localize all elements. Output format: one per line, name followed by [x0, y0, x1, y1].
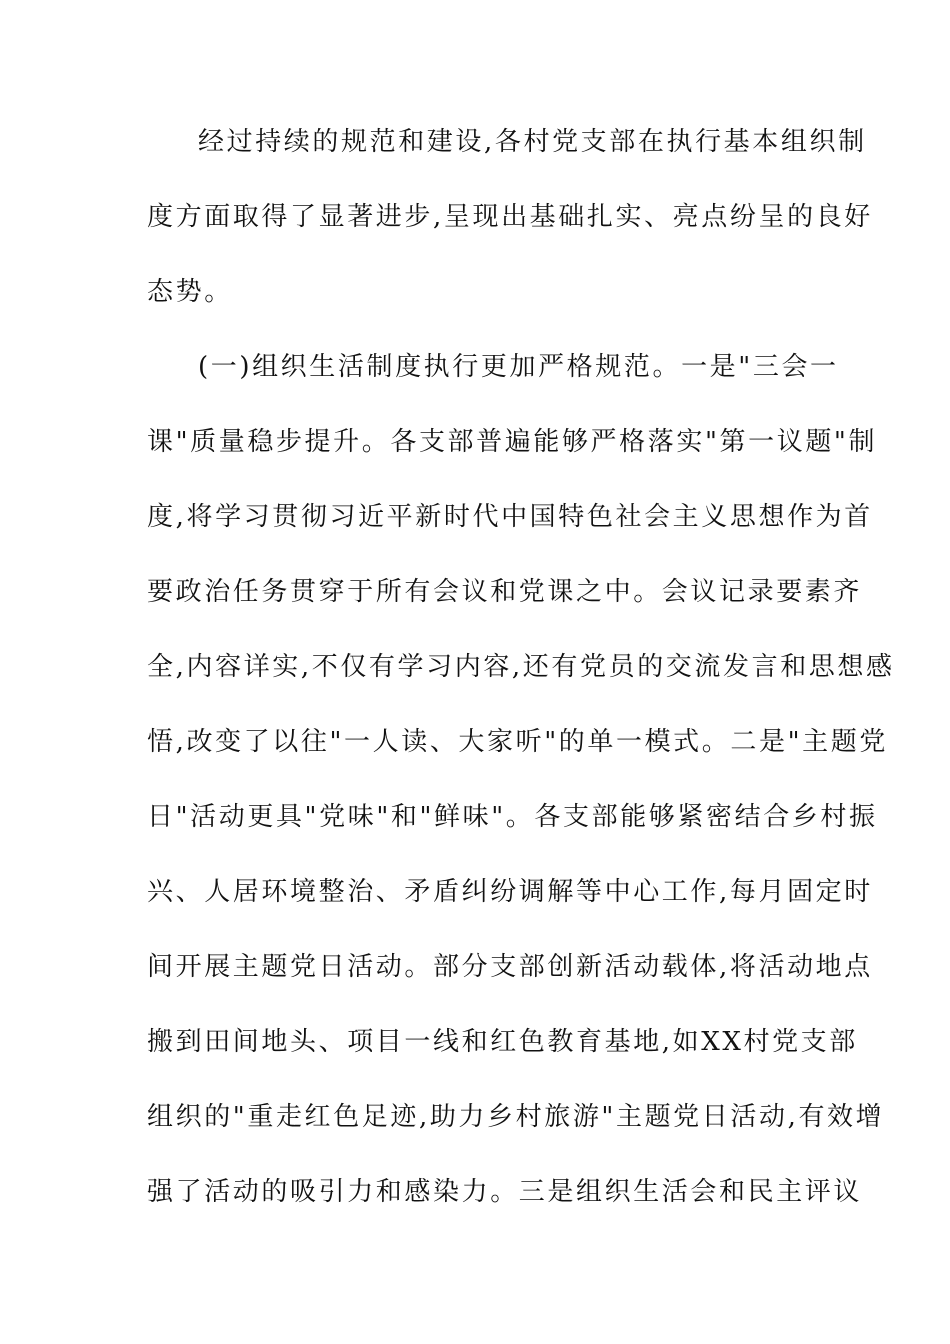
paragraph-2-line-3: 度,将学习贯彻习近平新时代中国特色社会主义思想作为首 — [147, 502, 873, 532]
paragraph-2-line-6: 悟,改变了以往"一人读、大家听"的单一模式。二是"主题党 — [147, 727, 888, 757]
paragraph-1-line-1: 经过持续的规范和建设,各村党支部在执行基本组织制 — [198, 127, 867, 157]
paragraph-2-line-8: 兴、人居环境整治、矛盾纠纷调解等中心工作,每月固定时 — [147, 877, 873, 907]
paragraph-2-line-10: 搬到田间地头、项目一线和红色教育基地,如XX村党支部 — [147, 1027, 858, 1057]
paragraph-2-line-4: 要政治任务贯穿于所有会议和党课之中。会议记录要素齐 — [147, 577, 863, 607]
paragraph-2-line-12: 强了活动的吸引力和感染力。三是组织生活会和民主评议 — [147, 1177, 863, 1207]
paragraph-2-line-1: (一)组织生活制度执行更加严格规范。一是"三会一 — [198, 352, 839, 382]
paragraph-2-line-7: 日"活动更具"党味"和"鲜味"。各支部能够紧密结合乡村振 — [147, 802, 878, 832]
paragraph-2-line-5: 全,内容详实,不仅有学习内容,还有党员的交流发言和思想感 — [147, 652, 895, 682]
paragraph-1-line-3: 态势。 — [147, 277, 233, 307]
paragraph-1-line-2: 度方面取得了显著进步,呈现出基础扎实、亮点纷呈的良好 — [147, 202, 873, 232]
paragraph-2-line-9: 间开展主题党日活动。部分支部创新活动载体,将活动地点 — [147, 952, 873, 982]
paragraph-2-line-2: 课"质量稳步提升。各支部普遍能够严格落实"第一议题"制 — [147, 427, 878, 457]
paragraph-2-line-11: 组织的"重走红色足迹,助力乡村旅游"主题党日活动,有效增 — [147, 1102, 885, 1132]
